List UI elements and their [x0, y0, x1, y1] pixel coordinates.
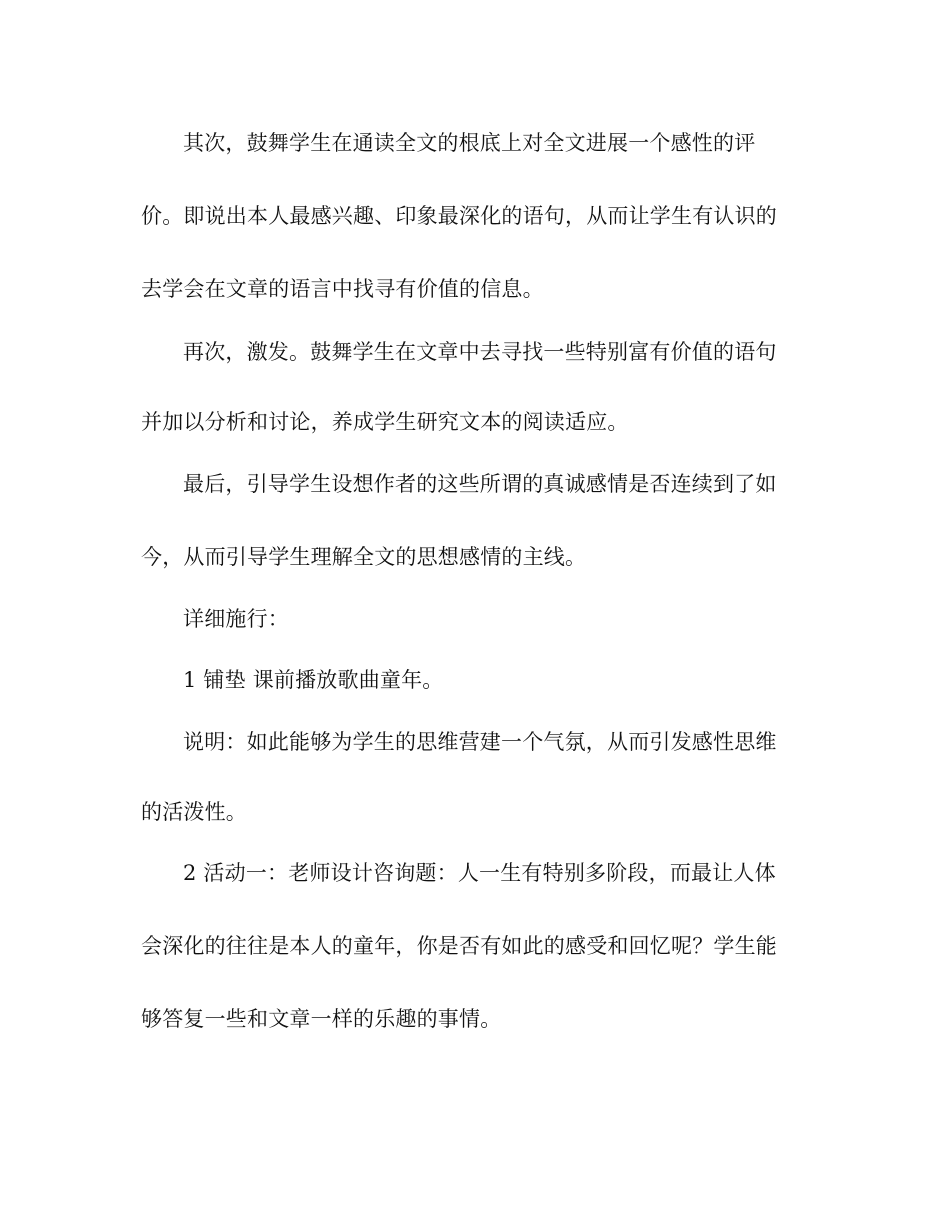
paragraph-line: 最后，引导学生设想作者的这些所谓的真诚感情是否连续到了如 — [183, 472, 777, 496]
paragraph-line: 价。即说出本人最感兴趣、印象最深化的语句，从而让学生有认识的 — [141, 204, 777, 228]
paragraph-line: 详细施行： — [183, 607, 289, 631]
paragraph-line: 再次，激发。鼓舞学生在文章中去寻找一些特别富有价值的语句 — [183, 340, 777, 364]
paragraph-line: 会深化的往往是本人的童年，你是否有如此的感受和回忆呢？学生能 — [141, 934, 777, 958]
paragraph-line: 1 铺垫 课前播放歌曲童年。 — [183, 668, 444, 692]
paragraph-line: 今，从而引导学生理解全文的思想感情的主线。 — [141, 545, 587, 569]
paragraph-line: 的活泼性。 — [141, 800, 247, 824]
paragraph-line: 够答复一些和文章一样的乐趣的事情。 — [141, 1007, 502, 1031]
paragraph-line: 并加以分析和讨论，养成学生研究文本的阅读适应。 — [141, 410, 629, 434]
paragraph-line: 2 活动一：老师设计咨询题：人一生有特别多阶段，而最让人体 — [183, 861, 776, 885]
paragraph-line: 去学会在文章的语言中找寻有价值的信息。 — [141, 277, 544, 301]
paragraph-line: 其次，鼓舞学生在通读全文的根底上对全文进展一个感性的评 — [183, 131, 756, 155]
paragraph-line: 说明：如此能够为学生的思维营建一个气氛，从而引发感性思维 — [183, 730, 777, 754]
